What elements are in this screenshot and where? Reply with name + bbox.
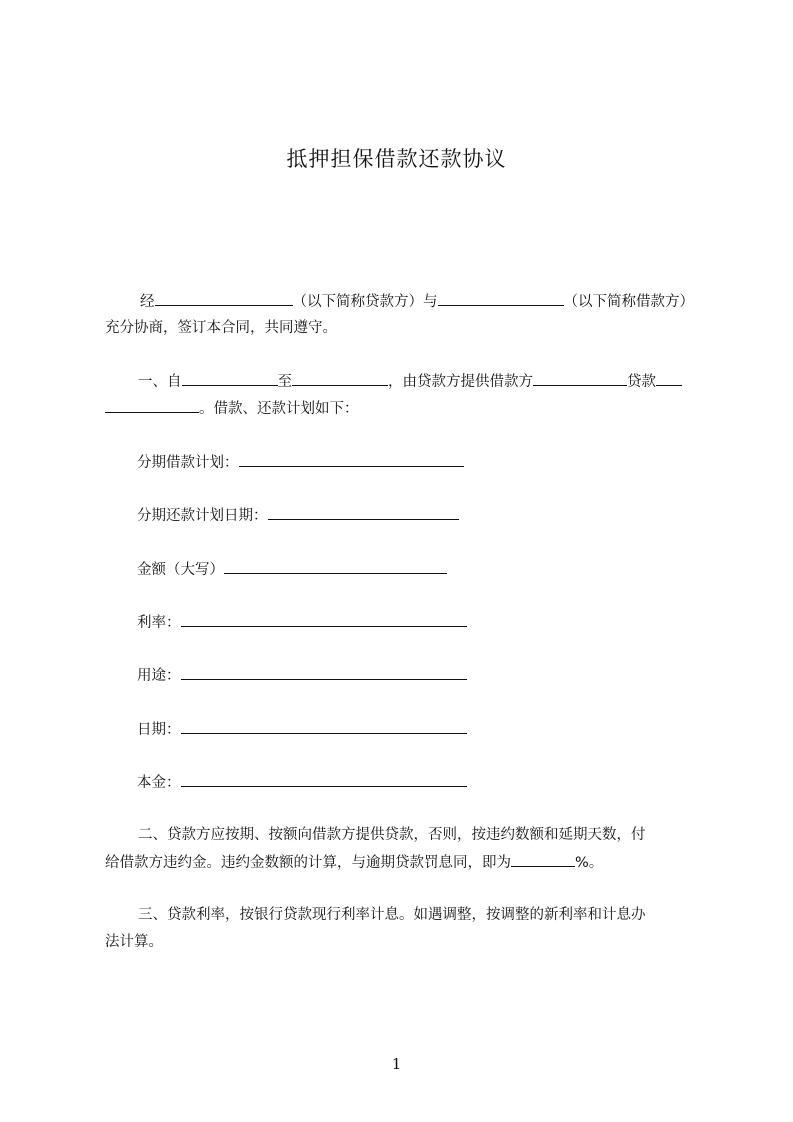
page-number: 1: [391, 1055, 402, 1073]
clause2-text-b: 给借款方违约金。违约金数额的计算，与逾期贷款罚息同，即为: [105, 855, 511, 871]
borrower-blank: [438, 291, 564, 306]
clause1-line-2: [105, 398, 705, 418]
start-date-blank: [182, 371, 278, 386]
loan-type-blank: [533, 371, 627, 386]
installment-borrow-blank: [239, 452, 464, 467]
field-label: 金额（大写）: [137, 562, 224, 578]
field-installment-borrow: [137, 452, 464, 472]
end-date-blank: [292, 371, 388, 386]
clause2-text-a: 二、贷款方应按期、按额向借款方提供贷款，否则，按违约数额和延期天数，付: [138, 827, 646, 843]
intro-line-1: [105, 291, 705, 311]
date-blank: [181, 719, 467, 734]
clause2-text-c: %。: [575, 855, 604, 871]
field-amount-upper: [137, 559, 447, 579]
field-interest-rate: [137, 612, 467, 632]
amount-upper-blank: [224, 559, 447, 574]
clause3-text-a: 三、贷款利率，按银行贷款现行利率计息。如遇调整，按调整的新利率和计息办: [138, 907, 646, 923]
field-label: 本金：: [137, 775, 181, 791]
clause1-text-d: 贷款: [627, 374, 656, 390]
page-title: 抵押担保借款还款协议: [286, 147, 507, 171]
clause1-text-a: 一、自: [138, 374, 182, 390]
clause1-text-b: 至: [277, 374, 292, 390]
clause1-text-c: ，由贷款方提供借款方: [388, 374, 533, 390]
penalty-rate-blank: [511, 852, 575, 867]
clause1-text-e: 。借款、还款计划如下：: [199, 401, 359, 417]
lender-blank: [155, 291, 293, 306]
principal-blank: [181, 772, 467, 787]
loan-amount-blank-2: [105, 398, 199, 413]
field-label: 利率：: [137, 615, 181, 631]
field-label: 用途：: [137, 668, 181, 684]
intro-text-b: （以下简称贷款方）与: [292, 294, 438, 310]
clause2-line-2: [105, 852, 705, 872]
intro-text-a: 经: [140, 294, 155, 310]
clause3-line-1: [105, 905, 705, 925]
field-label: 分期还款计划日期：: [137, 508, 268, 524]
field-purpose: [137, 665, 467, 685]
field-installment-repay: [137, 505, 459, 525]
clause2-line-1: [105, 825, 705, 845]
intro-text-c: （以下简称借款方）: [563, 294, 694, 310]
clause1-line-1: [105, 371, 705, 391]
intro-line-2: 充分协商，签订本合同，共同遵守。: [105, 320, 337, 336]
field-principal: [137, 772, 467, 792]
field-label: 日期：: [137, 722, 181, 738]
field-date: [137, 719, 467, 739]
interest-rate-blank: [181, 612, 467, 627]
clause3-line-2: 法计算。: [105, 934, 163, 950]
field-label: 分期借款计划：: [137, 455, 239, 471]
purpose-blank: [181, 665, 467, 680]
installment-repay-blank: [268, 505, 459, 520]
loan-amount-blank-1: [656, 371, 682, 386]
